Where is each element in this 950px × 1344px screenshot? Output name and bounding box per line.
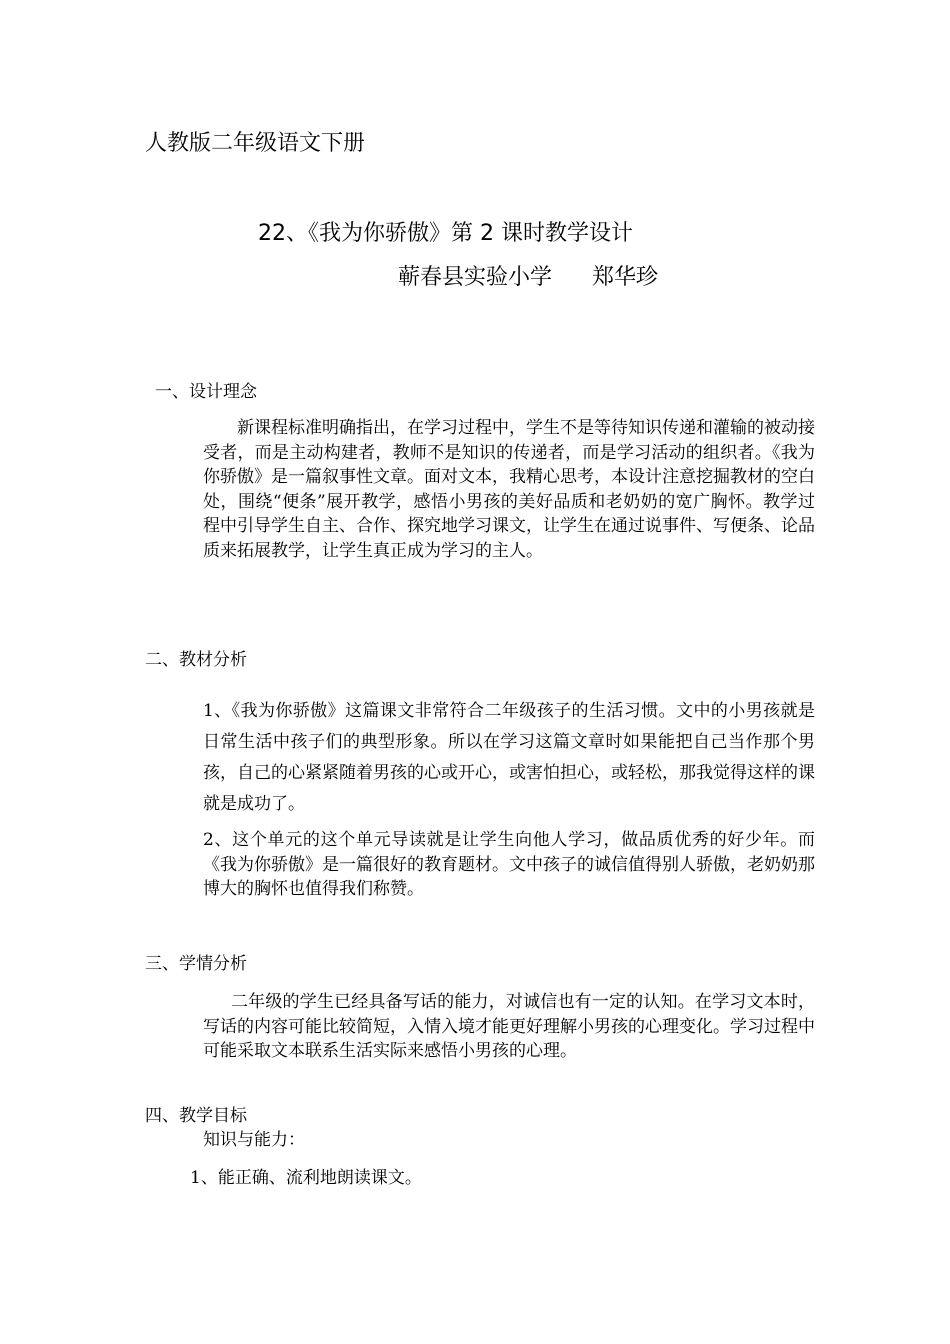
author-name: 郑华珍 bbox=[592, 265, 659, 290]
section-heading-goals: 四、教学目标 bbox=[145, 1106, 247, 1126]
section-heading-materials: 二、教材分析 bbox=[145, 650, 247, 670]
materials-item-1: 1、《我为你骄傲》这篇课文非常符合二年级孩子的生活习惯。文中的小男孩就是日常生活中孩子们的典型形象。所以在学习这篇文章时如果能把自己当作那个男孩，自己的心紧紧随着男孩的心或开心，或害怕担心，或轻松，那我觉得这样的课就是成功了。 bbox=[203, 701, 815, 814]
students-paragraph: 二年级的学生已经具备写话的能力，对诚信也有一定的认知。在学习文本时，写话的内容可能比较简短，入情入境才能更好理解小男孩的心理变化。学习过程中可能采取文本联系生活实际来感悟小男孩的心理。 bbox=[203, 992, 815, 1061]
section-heading-philosophy: 一、设计理念 bbox=[155, 382, 257, 402]
lesson-title: 22、《我为你骄傲》第 2 课时教学设计 bbox=[258, 221, 633, 246]
goals-sub-label: 知识与能力： bbox=[203, 1130, 305, 1150]
book-title: 人教版二年级语文下册 bbox=[145, 131, 366, 156]
goals-item-1: 1、能正确、流利地朗读课文。 bbox=[190, 1168, 422, 1188]
materials-item-2: 2、这个单元的这个单元导读就是让学生向他人学习，做品质优秀的好少年。而《我为你骄傲》是一篇很好的教育题材。文中孩子的诚信值得别人骄傲，老奶奶那博大的胸怀也值得我们称赞。 bbox=[203, 830, 815, 899]
philosophy-paragraph: 新课程标准明确指出，在学习过程中，学生不是等待知识传递和灌输的被动接受者，而是主动构建者，教师不是知识的传递者，而是学习活动的组织者。《我为你骄傲》是一篇叙事性文章。面对文本，我精心思考，本设计注意挖掘教材的空白处，围绕“便条”展开教学，感悟小男孩的美好品质和老奶奶的宽广胸怀。教学过程中引导学生自主、合作、探究地学习课文，让学生在通过说事件、写便条、论品质来拓展教学，让学生真正成为学习的主人。 bbox=[203, 418, 815, 561]
author-line bbox=[398, 262, 658, 294]
school-name: 蕲春县实验小学 bbox=[398, 265, 553, 290]
section-heading-students: 三、学情分析 bbox=[145, 954, 247, 974]
